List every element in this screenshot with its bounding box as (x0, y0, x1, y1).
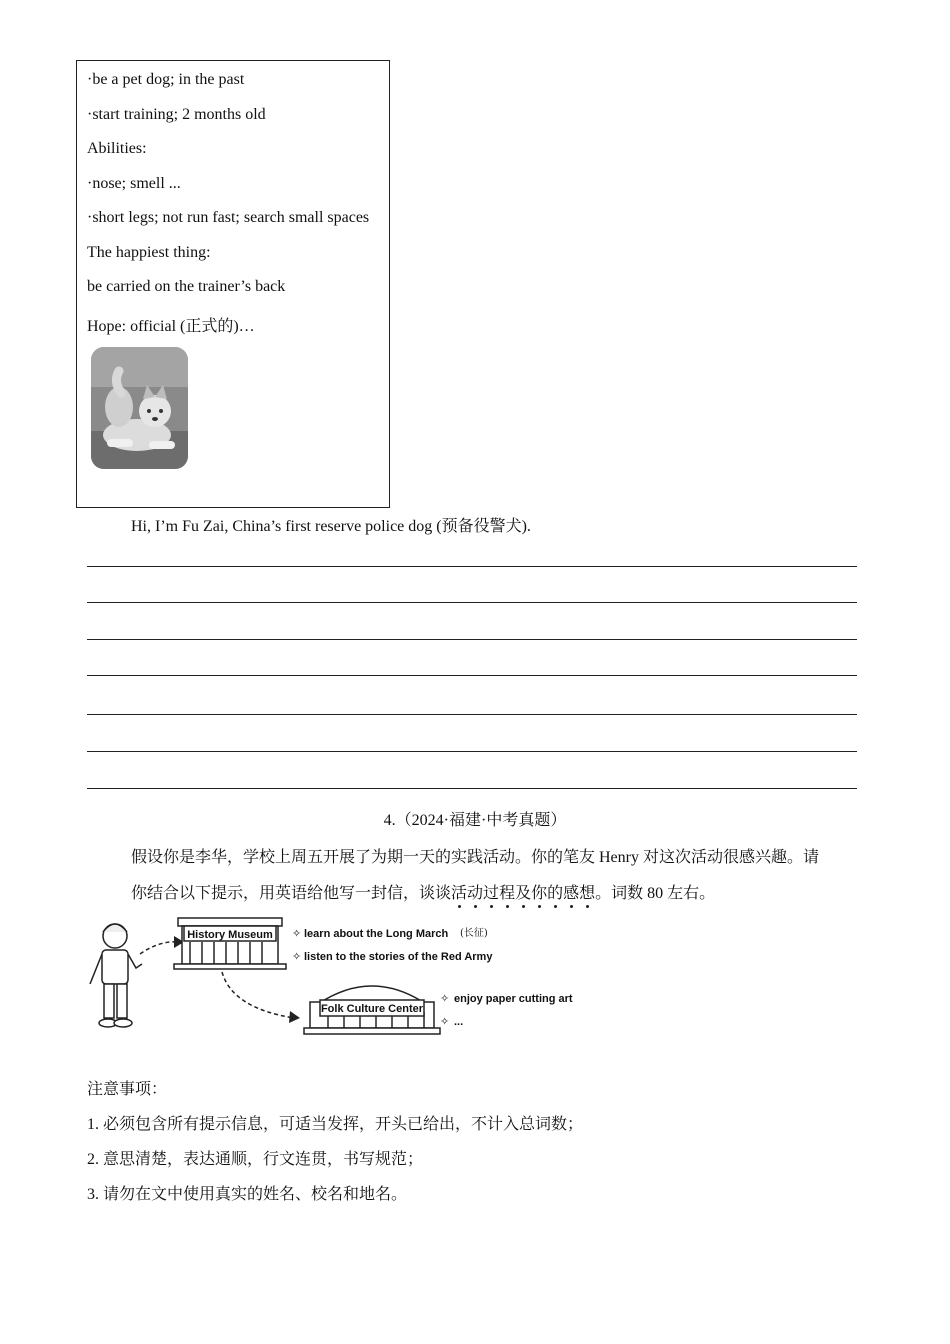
emphasis-char: 的 (547, 880, 563, 903)
note-item-3: 3. 请勿在文中使用真实的姓名、校名和地名。 (87, 1186, 408, 1203)
museum-point-note: (长征) (460, 928, 488, 939)
emphasis-char: 及 (515, 880, 531, 903)
museum-point-2-star-icon: ✧ (292, 951, 302, 963)
writing-line (87, 566, 857, 567)
center-point-2: ... (454, 1016, 464, 1028)
intro-sentence: Hi, I’m Fu Zai, China’s first reserve police dog (预备役警犬). (131, 518, 531, 535)
writing-line (87, 602, 857, 603)
box-line-pet-dog: ·be a pet dog; in the past (87, 71, 245, 88)
writing-line (87, 675, 857, 676)
writing-line (87, 788, 857, 789)
note-item-1: 1. 必须包含所有提示信息，可适当发挥，开头已给出，不计入总词数； (87, 1116, 584, 1133)
writing-line (87, 714, 857, 715)
question-paragraph-2 (131, 880, 715, 903)
emphasis-char: 你 (531, 880, 547, 903)
emphasis-dotted-text (451, 885, 595, 902)
dog-photo (91, 347, 188, 469)
box-line-carried: be carried on the trainer’s back (87, 278, 286, 295)
museum-point-1: learn about the Long March (304, 928, 449, 940)
box-line-hope: Hope: official (正式的)… (87, 318, 255, 335)
paragraph-2-text: 你结合以下提示，用英语给他写一封信，谈谈 (131, 885, 452, 902)
center-point-1: enjoy paper cutting art (454, 993, 573, 1005)
info-box (76, 60, 390, 508)
notes-heading: 注意事项： (87, 1081, 168, 1098)
box-line-abilities: Abilities: (87, 140, 147, 157)
box-line-happiest: The happiest thing: (87, 244, 211, 261)
activity-illustration (82, 908, 602, 1038)
writing-line (87, 639, 857, 640)
emphasis-char: 程 (499, 880, 515, 903)
paragraph-2-end: 。词数 80 左右。 (595, 885, 716, 902)
museum-point-2: listen to the stories of the Red Army (304, 951, 493, 963)
question-title: 4.（2024·福建·中考真题） (383, 812, 567, 829)
center-point-1-star-icon: ✧ (440, 993, 450, 1005)
emphasis-char: 活 (451, 880, 467, 903)
emphasis-char: 感 (563, 880, 579, 903)
emphasis-char: 动 (467, 880, 483, 903)
box-line-short-legs: ·short legs; not run fast; search small spaces (87, 209, 370, 226)
museum-point-1-star-icon: ✧ (292, 928, 302, 940)
emphasis-char: 过 (483, 880, 499, 903)
center-point-2-star-icon: ✧ (440, 1016, 450, 1028)
note-item-2: 2. 意思清楚，表达通顺，行文连贯，书写规范； (87, 1151, 424, 1168)
emphasis-char: 想 (579, 880, 595, 903)
box-line-start-training: ·start training; 2 months old (87, 106, 266, 123)
box-line-nose: ·nose; smell ... (87, 175, 181, 192)
museum-label: History Museum (187, 929, 273, 941)
student-figure (90, 924, 142, 1027)
question-paragraph-1: 假设你是李华，学校上周五开展了为期一天的实践活动。你的笔友 Henry 对这次活动很感兴趣。请 (131, 849, 819, 866)
history-museum-building (174, 918, 286, 969)
writing-line (87, 751, 857, 752)
center-label: Folk Culture Center (320, 1003, 424, 1015)
